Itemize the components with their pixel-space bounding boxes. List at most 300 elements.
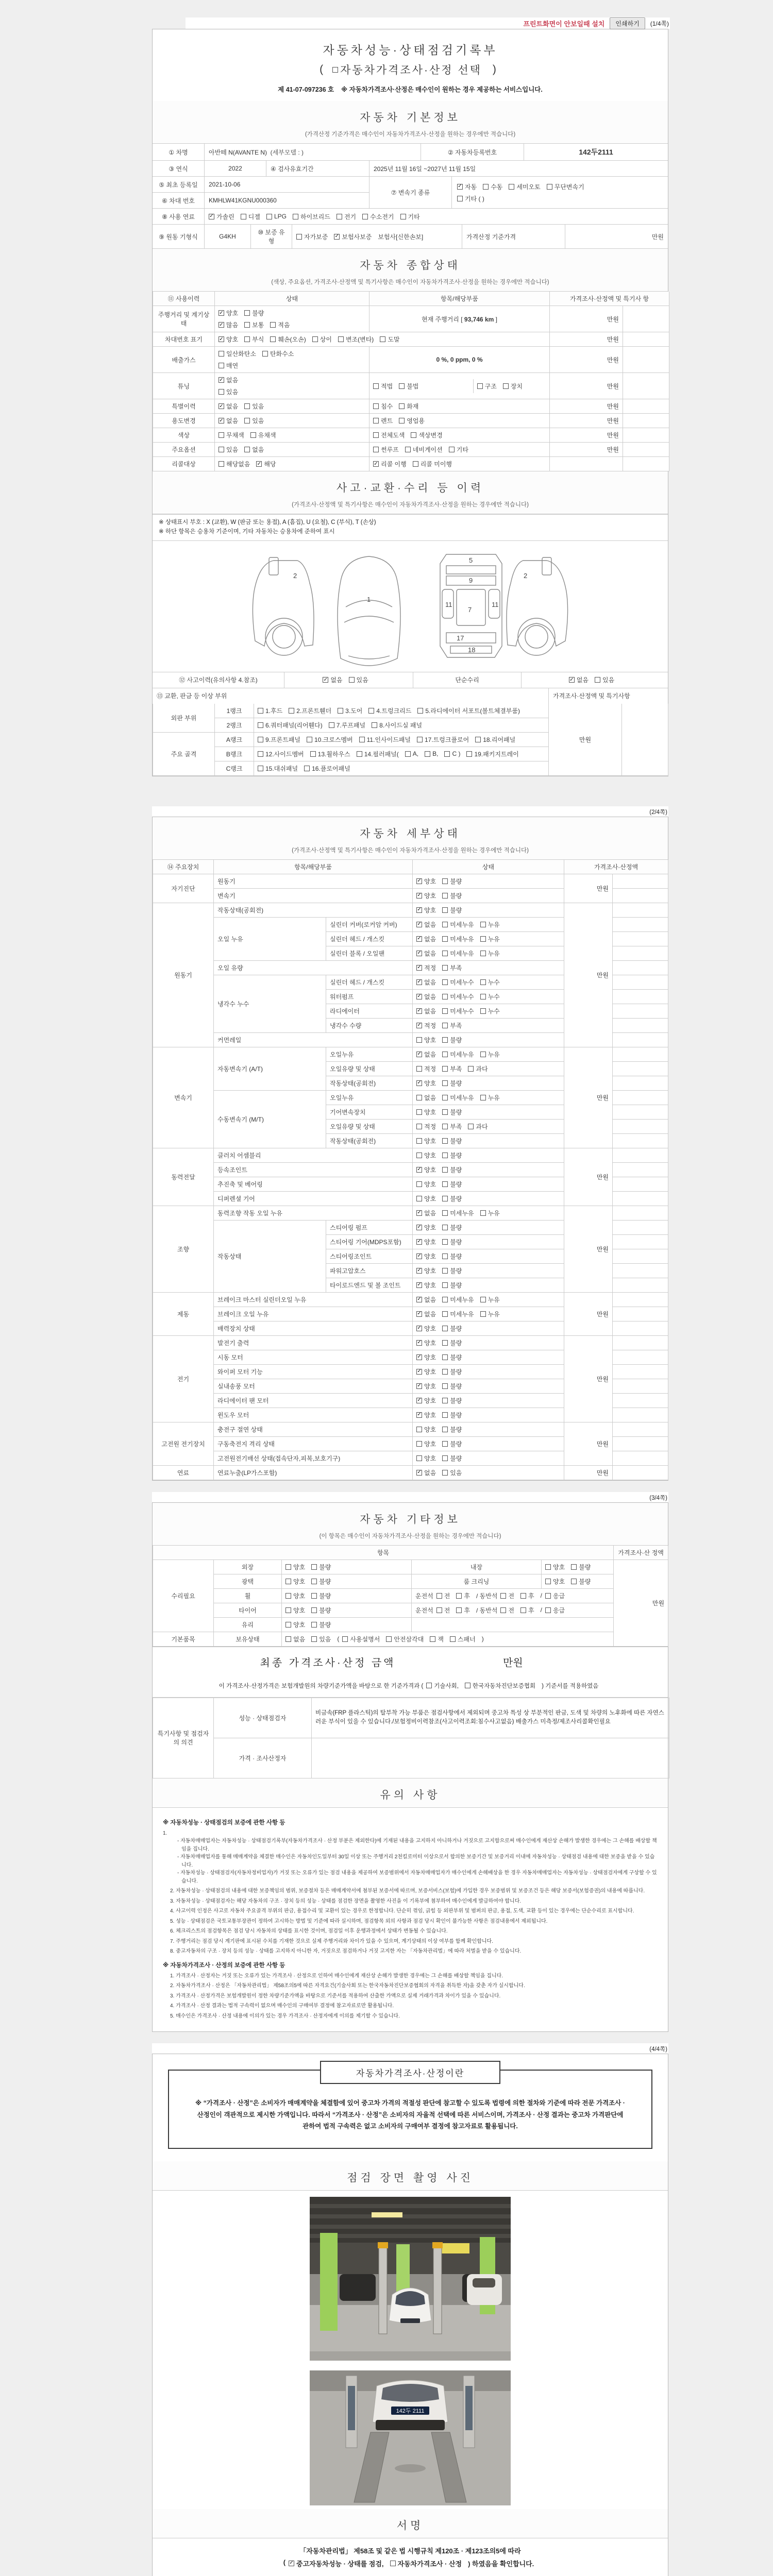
checkbox-LPG[interactable] bbox=[266, 213, 287, 220]
simple-repair-label: 단순수리 bbox=[413, 672, 521, 688]
unchecked-box-icon bbox=[386, 1636, 392, 1642]
checkbox-침수[interactable] bbox=[373, 402, 393, 411]
print-button[interactable]: 인쇄하기 bbox=[610, 18, 645, 29]
unchecked-box-icon bbox=[416, 1196, 422, 1201]
checkbox-label: 불량 bbox=[450, 1079, 462, 1087]
checkbox-후[interactable] bbox=[456, 1591, 470, 1600]
checkbox-과다[interactable] bbox=[468, 1064, 488, 1073]
checkbox-19.패키지트레이[interactable] bbox=[466, 750, 518, 758]
checkbox-없음[interactable] bbox=[416, 1007, 436, 1015]
checkbox-양호[interactable] bbox=[416, 1238, 436, 1246]
checkbox-없음[interactable] bbox=[416, 992, 436, 1001]
checkbox-적법[interactable] bbox=[373, 382, 393, 391]
checkbox-있음[interactable] bbox=[595, 675, 614, 684]
item-label: 스티어링 펌프 bbox=[326, 1220, 413, 1234]
garage-photo-rear bbox=[310, 2370, 511, 2505]
checkbox-적정[interactable] bbox=[416, 963, 436, 972]
checkbox-미세누수[interactable] bbox=[442, 978, 474, 987]
checkbox-미세누유[interactable] bbox=[442, 949, 474, 958]
checkbox-후[interactable] bbox=[520, 1606, 534, 1615]
checkbox-장치[interactable] bbox=[503, 382, 523, 391]
checkbox-양호[interactable] bbox=[416, 877, 436, 886]
checkbox-네비게이션[interactable] bbox=[405, 445, 443, 454]
detail-row bbox=[153, 1335, 668, 1350]
checkbox-label: 안전삼각대 bbox=[394, 1635, 424, 1643]
checkbox-기타[interactable] bbox=[400, 212, 420, 221]
checkbox-양호[interactable] bbox=[416, 1223, 436, 1232]
checkbox-있음[interactable] bbox=[311, 1635, 331, 1643]
checkbox-불량[interactable] bbox=[442, 1353, 462, 1362]
checkbox-불량[interactable] bbox=[442, 906, 462, 914]
checked-box-icon: ✓ bbox=[417, 950, 422, 956]
checkbox-누유[interactable] bbox=[480, 920, 500, 929]
checkbox-14.필러패널([interactable] bbox=[357, 750, 399, 758]
checkbox-양호[interactable] bbox=[416, 1165, 436, 1174]
checkbox-안전삼각대[interactable] bbox=[386, 1635, 424, 1643]
checkbox-있음[interactable] bbox=[349, 675, 368, 684]
checkbox-불량[interactable] bbox=[442, 1367, 462, 1376]
checkbox-양호[interactable] bbox=[416, 1411, 436, 1419]
checkbox-렌트[interactable] bbox=[373, 416, 393, 425]
checkbox-양호[interactable] bbox=[416, 1079, 436, 1088]
checkbox-label: 양호 bbox=[424, 1382, 436, 1390]
checkbox-label: 색상변경 bbox=[418, 432, 443, 439]
checkbox-양호[interactable] bbox=[416, 1439, 436, 1448]
checkbox-변조(변타)[interactable] bbox=[338, 335, 374, 344]
note-cell bbox=[613, 989, 668, 1004]
checkbox-11.인사이드패널[interactable] bbox=[359, 735, 411, 744]
checkbox-보험사보증[interactable] bbox=[334, 232, 372, 241]
checkbox-없음[interactable] bbox=[244, 445, 264, 454]
checkbox-불량[interactable] bbox=[442, 1252, 462, 1261]
checkbox-전[interactable] bbox=[500, 1591, 514, 1600]
unchecked-box-icon bbox=[442, 1253, 448, 1259]
checkbox-양호[interactable] bbox=[416, 1396, 436, 1405]
checkbox-없음[interactable] bbox=[416, 1468, 436, 1477]
checkbox-색상변경[interactable] bbox=[411, 431, 442, 439]
notices-title: 유의 사항 bbox=[380, 1789, 441, 1801]
checkbox-불량[interactable] bbox=[442, 1338, 462, 1347]
checkbox-불량[interactable] bbox=[442, 1165, 462, 1174]
checkbox-불량[interactable] bbox=[442, 1223, 462, 1232]
checkbox-미세누유[interactable] bbox=[442, 1310, 474, 1318]
checkbox-없음[interactable] bbox=[219, 416, 238, 425]
checkbox-없음[interactable] bbox=[569, 675, 589, 684]
checkbox-중고자동차성능 · 상태를 점검,[interactable] bbox=[289, 2558, 383, 2568]
checkbox-매연[interactable] bbox=[219, 361, 238, 370]
checkbox-불량[interactable] bbox=[442, 877, 462, 886]
checkbox-있음[interactable] bbox=[219, 445, 238, 454]
unchecked-box-icon bbox=[480, 1311, 486, 1317]
checkbox-불량[interactable] bbox=[442, 891, 462, 900]
status-cell bbox=[413, 946, 564, 960]
item-label: 오일유량 및 상태 bbox=[326, 1061, 413, 1076]
checkbox-양호[interactable] bbox=[416, 891, 436, 900]
checkbox-양호[interactable] bbox=[285, 1591, 305, 1600]
checkbox-누수[interactable] bbox=[480, 992, 500, 1001]
checkbox-적정[interactable] bbox=[416, 1021, 436, 1030]
checkbox-양호[interactable] bbox=[416, 1036, 436, 1044]
item-label: 실린더 블록 / 오일팬 bbox=[326, 946, 413, 960]
status-cell bbox=[413, 975, 564, 989]
checkbox-없음[interactable] bbox=[416, 1050, 436, 1059]
checkbox-유채색[interactable] bbox=[250, 431, 276, 439]
checkbox-6.쿼터패널(리어휀다)[interactable] bbox=[258, 721, 323, 730]
checkbox-label: 양호 bbox=[424, 1151, 436, 1159]
checkbox-양호[interactable] bbox=[416, 1151, 436, 1160]
checkbox-16.플로어패널[interactable] bbox=[304, 764, 350, 773]
checkbox-양호[interactable] bbox=[219, 335, 238, 344]
checkbox-훼손(오손)[interactable] bbox=[270, 335, 306, 344]
checkbox-불량[interactable] bbox=[442, 1324, 462, 1333]
checkbox-label: 상이 bbox=[320, 336, 332, 343]
status-cell bbox=[413, 1090, 564, 1105]
checkbox-label: 불량 bbox=[579, 1578, 591, 1585]
checkbox-화재[interactable] bbox=[399, 402, 418, 411]
checkbox-적음[interactable] bbox=[270, 320, 290, 329]
checkbox-5.라디에이터 서포트(볼트체결부품)[interactable] bbox=[417, 706, 520, 715]
checkbox-스패너[interactable] bbox=[450, 1635, 476, 1643]
item-label: 오일유량 및 상태 bbox=[326, 1119, 413, 1133]
checkbox-미세누수[interactable] bbox=[442, 992, 474, 1001]
checkbox-불량[interactable] bbox=[244, 309, 264, 317]
checkbox-양호[interactable] bbox=[285, 1620, 305, 1629]
checkbox-18.리어패널[interactable] bbox=[475, 735, 515, 744]
checkbox-없음[interactable] bbox=[323, 675, 342, 684]
checkbox-상이[interactable] bbox=[312, 335, 332, 344]
checkbox-없음[interactable] bbox=[416, 978, 436, 987]
checkbox-누유[interactable] bbox=[480, 1295, 500, 1304]
checkbox-자가보증[interactable] bbox=[296, 232, 328, 241]
checkbox-불량[interactable] bbox=[311, 1591, 331, 1600]
checkbox-label: 많음 bbox=[226, 321, 239, 329]
checkbox-양호[interactable] bbox=[416, 1252, 436, 1261]
checkbox-없음[interactable] bbox=[416, 920, 436, 929]
checkbox-누유[interactable] bbox=[480, 1209, 500, 1217]
checkbox-양호[interactable] bbox=[416, 906, 436, 914]
checkbox-13.휠하우스[interactable] bbox=[310, 750, 350, 758]
checkbox-양호[interactable] bbox=[416, 1281, 436, 1290]
checkbox-15.대쉬패널[interactable] bbox=[258, 764, 298, 773]
checkbox-label: 양호 bbox=[424, 1368, 436, 1376]
checkbox-누유[interactable] bbox=[480, 935, 500, 943]
checked-box-icon: ✓ bbox=[417, 964, 422, 971]
unchecked-box-icon bbox=[450, 1636, 456, 1642]
checkbox-누유[interactable] bbox=[480, 949, 500, 958]
checkbox-응급[interactable] bbox=[545, 1606, 565, 1615]
checkbox-불량[interactable] bbox=[442, 1238, 462, 1246]
checkbox-불량[interactable] bbox=[311, 1563, 331, 1571]
diagram-label-18: 18 bbox=[468, 646, 476, 654]
checkbox-C )[interactable] bbox=[444, 750, 460, 757]
unchecked-box-icon bbox=[442, 1080, 448, 1086]
checkbox-한국자동차진단보증협회[interactable] bbox=[465, 1682, 535, 1690]
checkbox-응급[interactable] bbox=[545, 1591, 565, 1600]
checkbox-없음[interactable] bbox=[285, 1635, 305, 1643]
checkbox-2.프론트휀더[interactable] bbox=[289, 706, 331, 715]
checkbox-누수[interactable] bbox=[480, 1007, 500, 1015]
checkbox-미세누유[interactable] bbox=[442, 1093, 474, 1102]
checkbox-양호[interactable] bbox=[416, 1137, 436, 1145]
checkbox-있음[interactable] bbox=[244, 416, 264, 425]
checkbox-불량[interactable] bbox=[442, 1079, 462, 1088]
status-cell bbox=[215, 306, 369, 332]
checkbox-미세누수[interactable] bbox=[442, 1007, 474, 1015]
status-cell bbox=[413, 989, 564, 1004]
checkbox-기타[interactable] bbox=[449, 445, 468, 454]
unchecked-box-icon bbox=[289, 708, 294, 714]
checkbox-label: 18.리어패널 bbox=[483, 736, 516, 743]
checkbox-양호[interactable] bbox=[219, 309, 238, 317]
checkbox-전기[interactable] bbox=[337, 212, 356, 221]
checkbox-후[interactable] bbox=[520, 1591, 534, 1600]
checkbox-label: 양호 bbox=[424, 1397, 436, 1404]
checkbox-적정[interactable] bbox=[416, 1064, 436, 1073]
checkbox-전[interactable] bbox=[436, 1591, 450, 1600]
checkbox-자동[interactable] bbox=[457, 182, 477, 191]
checkbox-불량[interactable] bbox=[442, 1194, 462, 1203]
checkbox-해당없음[interactable] bbox=[219, 460, 250, 468]
checkbox-불량[interactable] bbox=[442, 1180, 462, 1189]
device-group: 동력전달 bbox=[153, 1148, 214, 1206]
checkbox-label: 불량 bbox=[450, 1267, 462, 1275]
item-label: 브레이크 마스터 실린더오일 누유 bbox=[214, 1292, 413, 1307]
checkbox-1.후드[interactable] bbox=[258, 706, 282, 715]
checkbox-미세누유[interactable] bbox=[442, 1050, 474, 1059]
checkbox-9.프론트패널[interactable] bbox=[258, 735, 300, 744]
checkbox-전[interactable] bbox=[500, 1606, 514, 1615]
checkbox-양호[interactable] bbox=[416, 1108, 436, 1116]
checkbox-10.크로스멤버[interactable] bbox=[307, 735, 353, 744]
diagram-label-7: 7 bbox=[468, 605, 472, 614]
checkbox-없음[interactable] bbox=[416, 1310, 436, 1318]
checkbox-수동[interactable] bbox=[483, 182, 502, 191]
etc-header bbox=[153, 1503, 668, 1546]
checkbox-양호[interactable] bbox=[416, 1324, 436, 1333]
rank-category: 외판 부위 bbox=[153, 704, 215, 733]
checkbox-전[interactable] bbox=[436, 1606, 450, 1615]
checkbox-리콜 이행[interactable] bbox=[373, 460, 407, 468]
checkbox-불량[interactable] bbox=[311, 1577, 331, 1586]
checkbox-리콜 미이행[interactable] bbox=[413, 460, 452, 468]
checkbox-양호[interactable] bbox=[416, 1382, 436, 1391]
price-cell: 만원 bbox=[550, 399, 623, 414]
checkbox-누수[interactable] bbox=[480, 978, 500, 987]
checkbox-해당[interactable] bbox=[256, 460, 276, 468]
checkbox-불량[interactable] bbox=[442, 1382, 462, 1391]
checkbox-도말[interactable] bbox=[380, 335, 399, 344]
unchecked-box-icon bbox=[503, 383, 509, 389]
overall-col-status: 상태 bbox=[215, 292, 369, 306]
checkbox-양호[interactable] bbox=[416, 1194, 436, 1203]
panel-rank-table bbox=[153, 704, 668, 776]
checkbox-세미오토[interactable] bbox=[509, 182, 540, 191]
checkbox-불량[interactable] bbox=[442, 1439, 462, 1448]
checkbox-불량[interactable] bbox=[442, 1151, 462, 1160]
checkbox-없음[interactable] bbox=[219, 376, 238, 384]
checkbox-양호[interactable] bbox=[285, 1606, 305, 1615]
checkbox-누유[interactable] bbox=[480, 1093, 500, 1102]
checkbox-있음[interactable] bbox=[244, 402, 264, 411]
checkbox-부식[interactable] bbox=[244, 335, 264, 344]
checkbox-불량[interactable] bbox=[442, 1281, 462, 1290]
diagram-label-2-rear: 2 bbox=[524, 571, 528, 580]
checkbox-label: 있음 bbox=[252, 417, 264, 425]
checkbox-불량[interactable] bbox=[442, 1137, 462, 1145]
checkbox-전체도색[interactable] bbox=[373, 431, 405, 439]
checkbox-양호[interactable] bbox=[416, 1454, 436, 1463]
checkbox-4.트렁크리드[interactable] bbox=[368, 706, 411, 715]
checkbox-있음[interactable] bbox=[219, 387, 238, 396]
basic-info-header bbox=[153, 101, 668, 144]
checkbox-미세누유[interactable] bbox=[442, 935, 474, 943]
checkbox-무채색[interactable] bbox=[219, 431, 244, 439]
checkbox-없음[interactable] bbox=[416, 1093, 436, 1102]
etc-item-label-2: 룸 크리닝 bbox=[412, 1574, 542, 1588]
checkbox-불량[interactable] bbox=[442, 1036, 462, 1044]
checkbox-양호[interactable] bbox=[545, 1563, 565, 1571]
checkbox-부족[interactable] bbox=[442, 1021, 462, 1030]
checkbox-수소전기[interactable] bbox=[362, 212, 394, 221]
checkbox-부족[interactable] bbox=[442, 1122, 462, 1131]
checkbox-불량[interactable] bbox=[311, 1620, 331, 1629]
checkbox-label: 수동 bbox=[491, 183, 503, 191]
checkbox-부족[interactable] bbox=[442, 1064, 462, 1073]
unchecked-box-icon bbox=[416, 1109, 422, 1115]
checkbox-불법[interactable] bbox=[399, 382, 418, 391]
checkbox-양호[interactable] bbox=[416, 1338, 436, 1347]
checkbox-양호[interactable] bbox=[416, 1353, 436, 1362]
checkbox-잭[interactable] bbox=[430, 1635, 444, 1643]
note-cell bbox=[613, 1177, 668, 1191]
checkbox-불량[interactable] bbox=[442, 1266, 462, 1275]
checkbox-label: 미세누유 bbox=[450, 935, 474, 943]
item-label: 변속기 bbox=[214, 888, 413, 903]
checkbox-일산화탄소[interactable] bbox=[219, 349, 256, 358]
checkbox-7.루프패널[interactable] bbox=[329, 721, 365, 730]
checkbox-디젤[interactable] bbox=[241, 212, 260, 221]
checkbox-썬루프[interactable] bbox=[373, 445, 399, 454]
checkbox-많음[interactable] bbox=[219, 320, 238, 329]
checkbox-불량[interactable] bbox=[571, 1563, 591, 1571]
unchecked-box-icon bbox=[285, 1579, 291, 1584]
unchecked-box-icon bbox=[293, 214, 298, 219]
unchecked-box-icon bbox=[545, 1593, 551, 1599]
checkbox-불량[interactable] bbox=[442, 1108, 462, 1116]
status-cell bbox=[215, 414, 369, 428]
checkbox-없음[interactable] bbox=[416, 935, 436, 943]
checkbox-가솔린[interactable] bbox=[209, 212, 234, 221]
checkbox-있음[interactable] bbox=[442, 1468, 462, 1477]
device-group: 원동기 bbox=[153, 903, 214, 1047]
checkbox-과다[interactable] bbox=[468, 1122, 488, 1131]
checkbox-없음[interactable] bbox=[219, 402, 238, 411]
checkbox-누유[interactable] bbox=[480, 1050, 500, 1059]
unchecked-box-icon bbox=[442, 1225, 448, 1230]
unchecked-box-icon bbox=[219, 432, 224, 438]
checkbox-사용설명서[interactable] bbox=[342, 1635, 380, 1643]
checkbox-label: 불량 bbox=[450, 906, 462, 914]
checkbox-없음[interactable] bbox=[416, 1295, 436, 1304]
checkbox-보통[interactable] bbox=[244, 320, 264, 329]
checkbox-양호[interactable] bbox=[416, 1180, 436, 1189]
unchecked-box-icon bbox=[442, 936, 448, 942]
checkbox-양호[interactable] bbox=[416, 1266, 436, 1275]
checkbox-B,[interactable] bbox=[425, 750, 438, 757]
checkbox-불량[interactable] bbox=[442, 1425, 462, 1434]
status-cell bbox=[413, 960, 564, 975]
checkbox-구조[interactable] bbox=[477, 382, 497, 391]
checkbox-불량[interactable] bbox=[442, 1454, 462, 1463]
checkbox-없음[interactable] bbox=[416, 1209, 436, 1217]
checkbox-불량[interactable] bbox=[442, 1411, 462, 1419]
checkbox-양호[interactable] bbox=[285, 1563, 305, 1571]
checked-box-icon: ✓ bbox=[417, 1282, 422, 1288]
checkbox-양호[interactable] bbox=[416, 1425, 436, 1434]
checkbox-적정[interactable] bbox=[416, 1122, 436, 1131]
checkbox-무단변속기[interactable] bbox=[547, 182, 584, 191]
checkbox-17.트렁크플로어[interactable] bbox=[417, 735, 469, 744]
unchecked-box-icon bbox=[520, 1593, 526, 1599]
item-label: 라디에이터 팬 모터 bbox=[214, 1393, 413, 1408]
checkbox-불량[interactable] bbox=[571, 1577, 591, 1586]
note-cell bbox=[613, 1076, 668, 1090]
checkbox-label: 양호 bbox=[424, 892, 436, 900]
status-cell bbox=[413, 917, 564, 931]
checkbox-부족[interactable] bbox=[442, 963, 462, 972]
doc-number: 제 41-07-097236 호 bbox=[278, 86, 334, 93]
checkbox-12.사이드멤버[interactable] bbox=[258, 750, 304, 758]
price-cell: 만원 bbox=[564, 1465, 613, 1480]
checkbox-기술사회,[interactable] bbox=[426, 1682, 459, 1690]
checkbox-label: 10.크로스멤버 bbox=[314, 736, 353, 743]
checkbox-label: 불량 bbox=[450, 1325, 462, 1332]
unchecked-box-icon bbox=[442, 1427, 448, 1432]
checkbox-누유[interactable] bbox=[480, 1310, 500, 1318]
checkbox-불량[interactable] bbox=[311, 1606, 331, 1615]
item-label: 워터펌프 bbox=[326, 989, 413, 1004]
checkbox-미세누유[interactable] bbox=[442, 1209, 474, 1217]
status-cell bbox=[413, 1105, 564, 1119]
checkbox-미세누유[interactable] bbox=[442, 920, 474, 929]
checked-box-icon: ✓ bbox=[219, 417, 224, 423]
checkbox-영업용[interactable] bbox=[399, 416, 425, 425]
checkbox-하이브리드[interactable] bbox=[293, 212, 330, 221]
checkbox-후[interactable] bbox=[456, 1606, 470, 1615]
checkbox-자동차가격조사·산정 선택[interactable] bbox=[332, 62, 482, 77]
unchecked-box-icon bbox=[480, 936, 486, 942]
checkbox-label: 1.후드 bbox=[265, 707, 283, 715]
unchecked-box-icon bbox=[442, 1181, 448, 1187]
checkbox-양호[interactable] bbox=[545, 1577, 565, 1586]
checkbox-미세누유[interactable] bbox=[442, 1295, 474, 1304]
checkbox-label: 미세누유 bbox=[450, 921, 474, 928]
checkbox-불량[interactable] bbox=[442, 1396, 462, 1405]
unchecked-box-icon bbox=[417, 737, 423, 742]
checkbox-탄화수소[interactable] bbox=[262, 349, 294, 358]
checkbox-양호[interactable] bbox=[285, 1577, 305, 1586]
checkbox-양호[interactable] bbox=[416, 1367, 436, 1376]
checkbox-없음[interactable] bbox=[416, 949, 436, 958]
checkbox-8.사이드실 패널[interactable] bbox=[372, 721, 422, 730]
checkbox-A,[interactable] bbox=[405, 750, 418, 757]
checkbox-자동차가격조사 · 산정[interactable] bbox=[390, 2558, 462, 2568]
etc-item-label: 유리 bbox=[214, 1617, 282, 1632]
price-cell: 만원 bbox=[564, 1148, 613, 1206]
checkbox-3.도어[interactable] bbox=[338, 706, 362, 715]
checkbox-기타 ( )[interactable] bbox=[457, 194, 484, 203]
status-cell bbox=[413, 1350, 564, 1364]
